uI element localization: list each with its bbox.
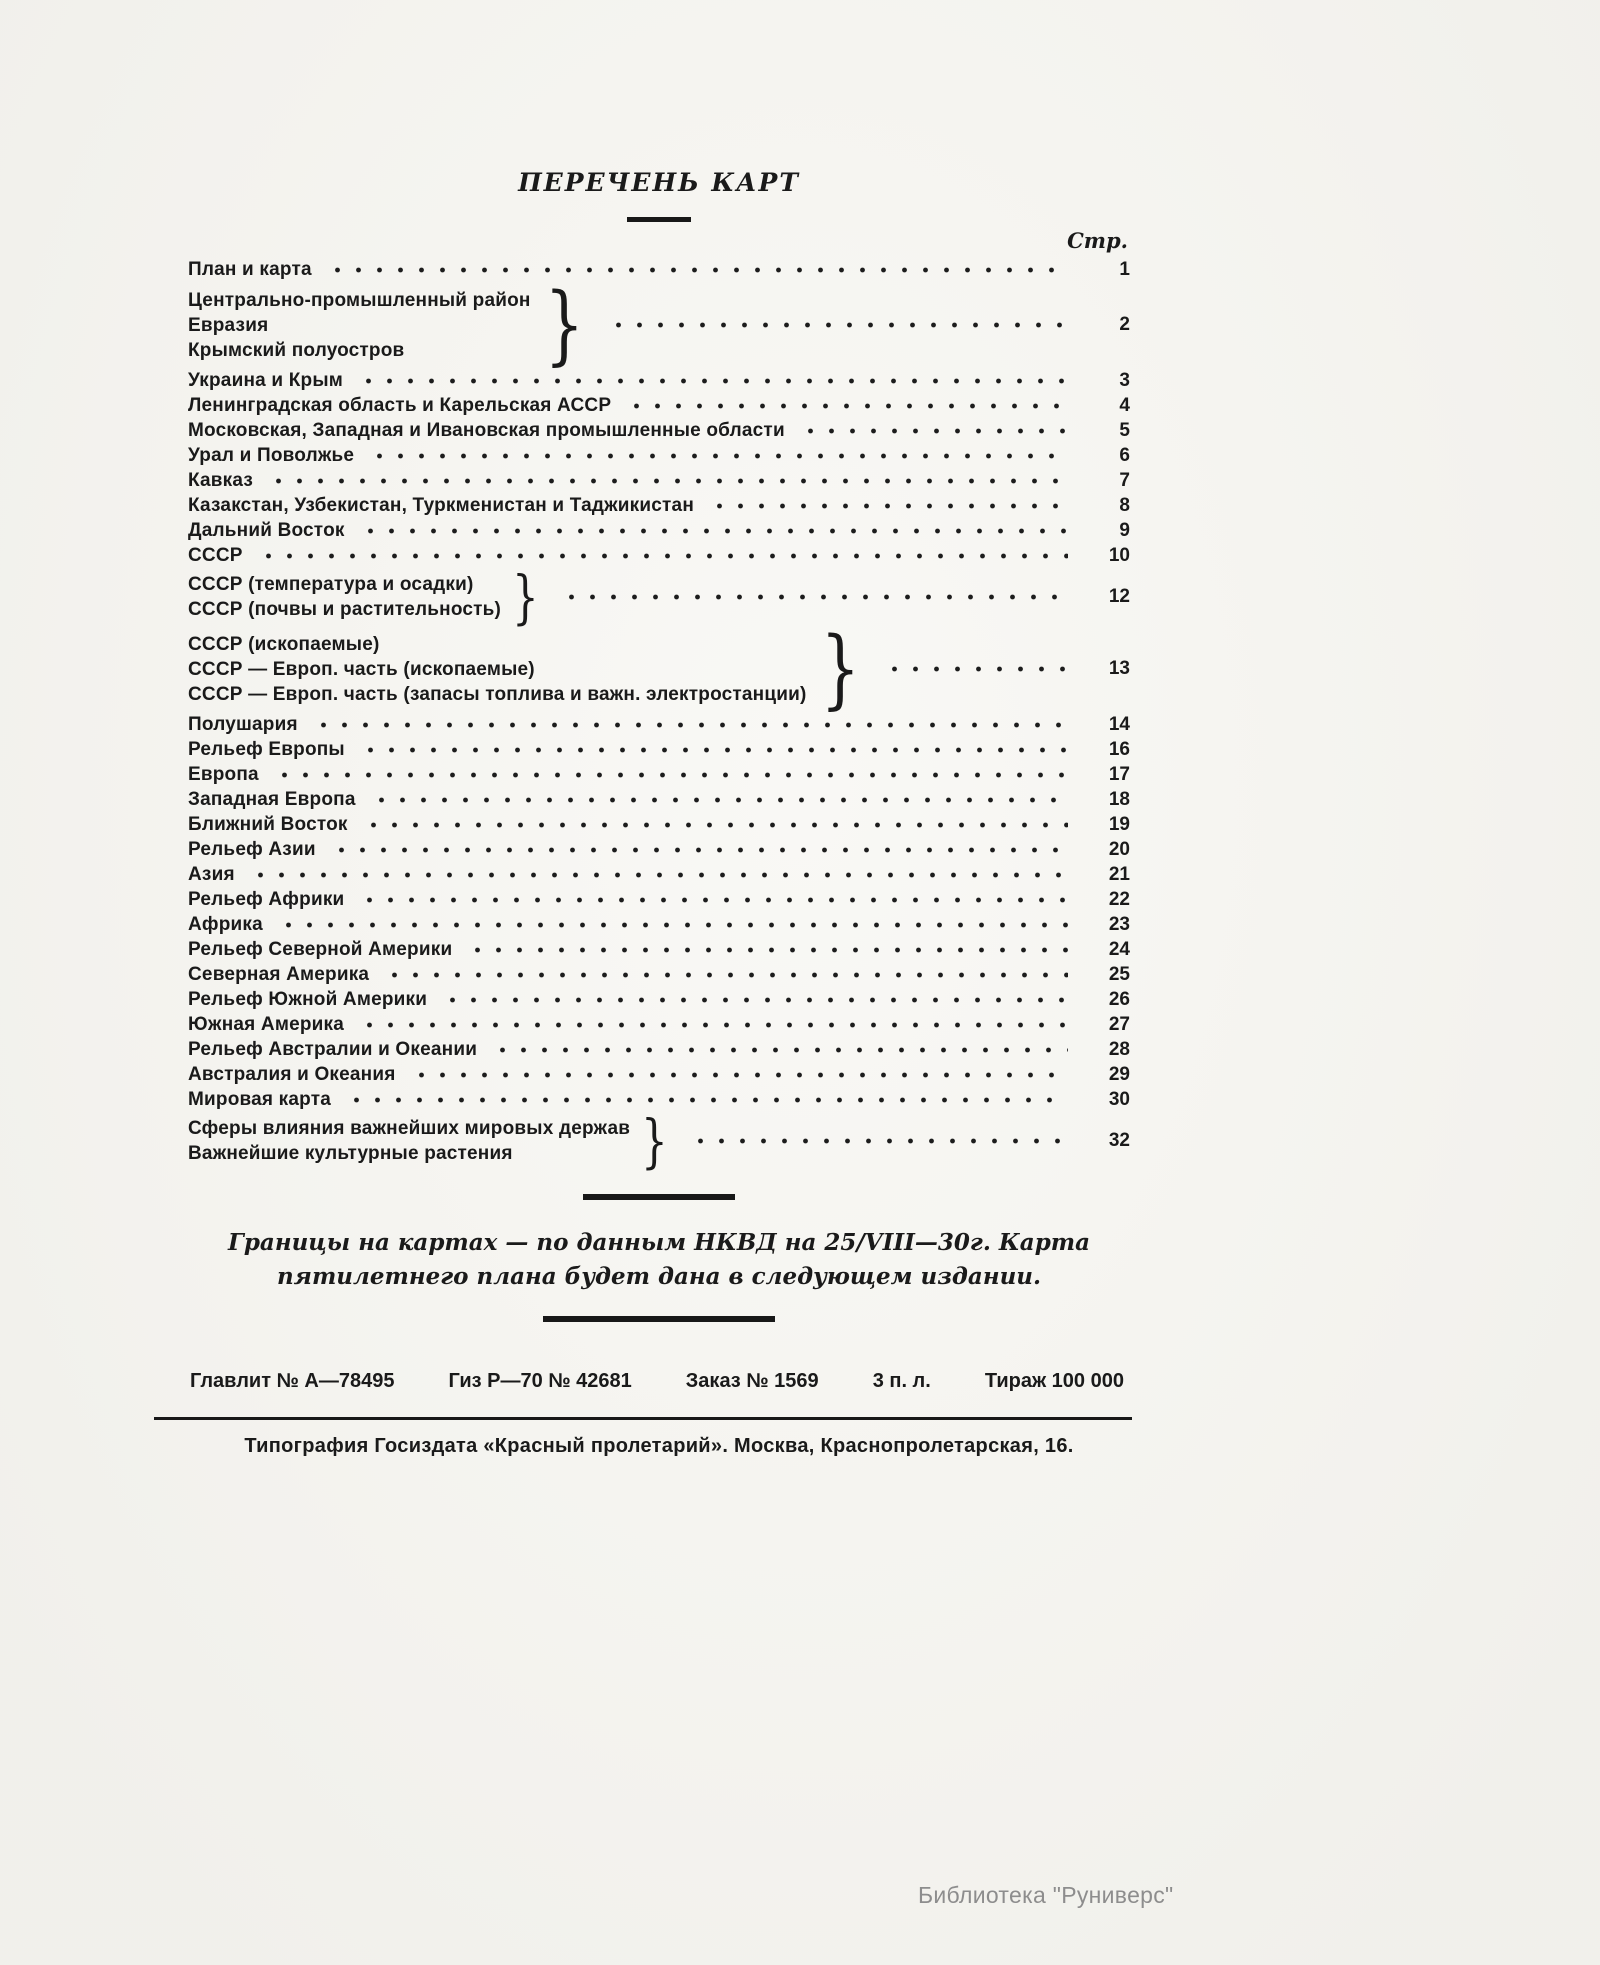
page-number: 14 (1108, 713, 1130, 735)
colophon-item-sheets: 3 п. л. (872, 1370, 931, 1392)
dot-leader (366, 451, 1068, 461)
toc-entry (188, 418, 1130, 443)
toc-entry-labels (188, 572, 501, 622)
toc-entry-label: СССР (температура и осадки) (188, 574, 474, 595)
toc-entry-label: Рельеф Южной Америки (188, 989, 428, 1010)
toc-entry-label: СССР (ископаемые) (188, 633, 380, 655)
title-divider (627, 217, 691, 222)
toc-entry-label: Полушария (188, 714, 298, 735)
toc-entry-label: Западная Европа (188, 789, 356, 810)
toc-entry-labels (188, 518, 345, 543)
dot-leader (265, 476, 1068, 486)
dot-leader (368, 795, 1068, 805)
group-brace: } (820, 619, 860, 719)
toc-entry-label: Дальний Восток (188, 520, 345, 541)
toc-entry (188, 987, 1130, 1012)
toc-entry-label: Северная Америка (188, 964, 370, 985)
dot-leader (605, 320, 1068, 330)
page-number: 2 (1119, 314, 1130, 335)
toc-entry (188, 393, 1130, 418)
toc-entry (188, 1037, 1130, 1062)
toc-entry (188, 257, 1130, 282)
dot-leader (881, 664, 1068, 674)
toc-entry (188, 962, 1130, 987)
toc-entry-label: СССР — Европ. часть (запасы топлива и важн. электростанции) (188, 683, 807, 705)
dot-leader (356, 895, 1068, 905)
dot-leader (357, 526, 1068, 536)
page-number: 12 (1108, 586, 1130, 607)
toc-entry-label: Южная Америка (188, 1014, 345, 1035)
toc-entry-labels (188, 1062, 396, 1087)
page-title: ПЕРЕЧЕНЬ КАРТ (518, 168, 800, 197)
dot-leader (343, 1095, 1068, 1105)
toc-entry-label: Урал и Поволжье (188, 445, 355, 466)
toc-entry (188, 275, 1130, 375)
library-watermark: Библиотека "Руниверс" (918, 1882, 1174, 1908)
toc-entry-label: Крымский полуостров (188, 339, 405, 361)
toc-entry (188, 762, 1130, 787)
page-number: 21 (1108, 863, 1130, 885)
group-brace: } (512, 563, 539, 631)
dot-leader (328, 845, 1068, 855)
toc-entry (188, 563, 1130, 631)
page-number: 29 (1108, 1063, 1130, 1085)
dot-leader (355, 376, 1068, 386)
dot-leader (687, 1136, 1068, 1146)
toc-entry-label: Африка (188, 914, 263, 935)
page-number: 18 (1108, 788, 1130, 810)
toc-entry-label: Рельеф Австралии и Океании (188, 1039, 478, 1060)
toc-entry-labels (188, 493, 694, 518)
page-number: 1 (1119, 258, 1130, 280)
colophon-item-glavlit: Главлит № А—78495 (190, 1370, 395, 1392)
dot-leader (558, 592, 1068, 602)
toc-entry (188, 1107, 1130, 1175)
section-divider (583, 1194, 735, 1200)
toc-entry-labels (188, 543, 243, 568)
dot-leader (275, 920, 1068, 930)
page-number: 32 (1108, 1130, 1130, 1151)
dot-leader (439, 995, 1068, 1005)
toc-entry-labels (188, 1012, 344, 1037)
toc-entry-label: Казакстан, Узбекистан, Туркменистан и Таджикистан (188, 495, 694, 516)
page-column-header: Стр. (1067, 228, 1128, 253)
toc-entry (188, 712, 1130, 737)
dot-leader (623, 401, 1068, 411)
toc-entry-labels (188, 937, 452, 962)
dot-leader (357, 745, 1068, 755)
colophon-item-giz: Гиз Р—70 № 42681 (448, 1370, 632, 1392)
toc-entry-label: Центрально-промышленный район (188, 289, 531, 311)
page-number: 23 (1108, 913, 1130, 935)
toc-entry-labels (188, 762, 259, 787)
dot-leader (324, 265, 1068, 275)
toc-entry-label: Кавказ (188, 470, 254, 491)
toc-entry-labels (188, 443, 354, 468)
dot-leader (706, 501, 1068, 511)
toc-entry-label: Азия (188, 864, 235, 885)
toc-entry-label: СССР (188, 545, 243, 566)
dot-leader (464, 945, 1068, 955)
toc-entry-label: Украина и Крым (188, 370, 344, 391)
toc-entry-labels (188, 887, 344, 912)
toc-entry (188, 493, 1130, 518)
dot-leader (489, 1045, 1068, 1055)
page-number: 5 (1119, 419, 1130, 441)
toc-entry (188, 937, 1130, 962)
colophon-item-print-run: Тираж 100 000 (984, 1370, 1124, 1392)
toc-entry-label: План и карта (188, 259, 312, 280)
group-brace: } (641, 1107, 668, 1175)
toc-entry-labels (188, 737, 345, 762)
toc-entry (188, 1012, 1130, 1037)
page-number: 16 (1108, 738, 1130, 760)
toc-entry-labels (188, 712, 298, 737)
page-number: 17 (1108, 763, 1130, 785)
toc-entry (188, 862, 1130, 887)
toc-page-content (188, 168, 1130, 1458)
toc-entry-labels (188, 1037, 477, 1062)
borders-note: Границы на картах — по данным НКВД на 25/VIII—30г. Карта пятилетнего плана будет дана в следующем издании. (227, 1229, 1091, 1290)
toc-entry (188, 812, 1130, 837)
page-number: 8 (1119, 494, 1130, 516)
toc-entry (188, 518, 1130, 543)
page-number: 13 (1108, 658, 1130, 679)
toc-entry (188, 912, 1130, 937)
page-number: 26 (1108, 988, 1130, 1010)
toc-entry-label: Рельеф Европы (188, 739, 345, 760)
toc-entry-labels (188, 962, 369, 987)
dot-leader (310, 720, 1068, 730)
toc-entry-label: Важнейшие культурные растения (188, 1143, 513, 1164)
dot-leader (360, 820, 1068, 830)
toc-entry-label: Рельеф Африки (188, 889, 345, 910)
toc-entry-labels (188, 987, 427, 1012)
toc-entry-labels (188, 1087, 331, 1112)
toc-entry (188, 787, 1130, 812)
toc-entry-label: Мировая карта (188, 1089, 331, 1110)
page-number: 9 (1119, 519, 1130, 541)
page-number: 30 (1108, 1088, 1130, 1110)
colophon-divider (154, 1417, 1132, 1420)
toc-entry-label: Австралия и Океания (188, 1064, 396, 1085)
page-number: 28 (1108, 1038, 1130, 1060)
toc-entry (188, 887, 1130, 912)
toc-entry-labels (188, 393, 611, 418)
toc-entry-labels (188, 418, 785, 443)
page-number: 4 (1119, 394, 1130, 416)
toc-entry-label: Европа (188, 764, 259, 785)
dot-leader (255, 551, 1068, 561)
toc-entry-labels (188, 288, 531, 363)
toc-entry (188, 737, 1130, 762)
dot-leader (408, 1070, 1068, 1080)
toc-entry-labels (188, 257, 312, 282)
toc-entry-labels (188, 368, 343, 393)
toc-entry-label: Ленинградская область и Карельская АССР (188, 395, 612, 416)
toc-entry (188, 543, 1130, 568)
dot-leader (381, 970, 1068, 980)
toc-entry-label: СССР (почвы и растительность) (188, 599, 502, 620)
toc-entry-labels (188, 1116, 630, 1166)
page-number: 6 (1119, 444, 1130, 466)
dot-leader (356, 1020, 1068, 1030)
page-number: 20 (1108, 838, 1130, 860)
toc-entry (188, 368, 1130, 393)
page-number: 3 (1119, 369, 1130, 391)
printer-line: Типография Госиздата «Красный пролетарий». Москва, Краснопролетарская, 16. (244, 1435, 1074, 1457)
toc-entry (188, 837, 1130, 862)
toc-entry-label: Рельеф Северной Америки (188, 939, 453, 960)
page-number: 19 (1108, 813, 1130, 835)
page-number: 25 (1108, 963, 1130, 985)
colophon-item-order: Заказ № 1569 (685, 1370, 819, 1392)
toc-entry (188, 443, 1130, 468)
toc-entry-label: Московская, Западная и Ивановская промышленные области (188, 420, 785, 441)
toc-entry-labels (188, 468, 253, 493)
toc-entry-label: Евразия (188, 314, 269, 336)
colophon-row (188, 1370, 1130, 1393)
dot-leader (271, 770, 1068, 780)
toc-entry (188, 468, 1130, 493)
toc-entry (188, 1062, 1130, 1087)
note-divider (543, 1316, 775, 1322)
page-number: 27 (1108, 1013, 1130, 1035)
toc-entry (188, 619, 1130, 719)
toc-entry-label: Сферы влияния важнейших мировых держав (188, 1118, 631, 1139)
dot-leader (797, 426, 1068, 436)
toc-entry-labels (188, 787, 356, 812)
page-number: 24 (1108, 938, 1130, 960)
toc-entry-labels (188, 837, 316, 862)
toc-entry-labels (188, 812, 348, 837)
toc-entry-label: Рельеф Азии (188, 839, 316, 860)
toc-entry-label: СССР — Европ. часть (ископаемые) (188, 658, 535, 680)
toc-entry-label: Ближний Восток (188, 814, 348, 835)
toc-list (188, 257, 1130, 1175)
toc-entry-labels (188, 632, 807, 707)
page-number: 10 (1108, 544, 1130, 566)
toc-entry-labels (188, 912, 263, 937)
group-brace: } (544, 275, 584, 375)
page-number: 7 (1119, 469, 1130, 491)
toc-entry-labels (188, 862, 235, 887)
dot-leader (247, 870, 1068, 880)
page-number: 22 (1108, 888, 1130, 910)
